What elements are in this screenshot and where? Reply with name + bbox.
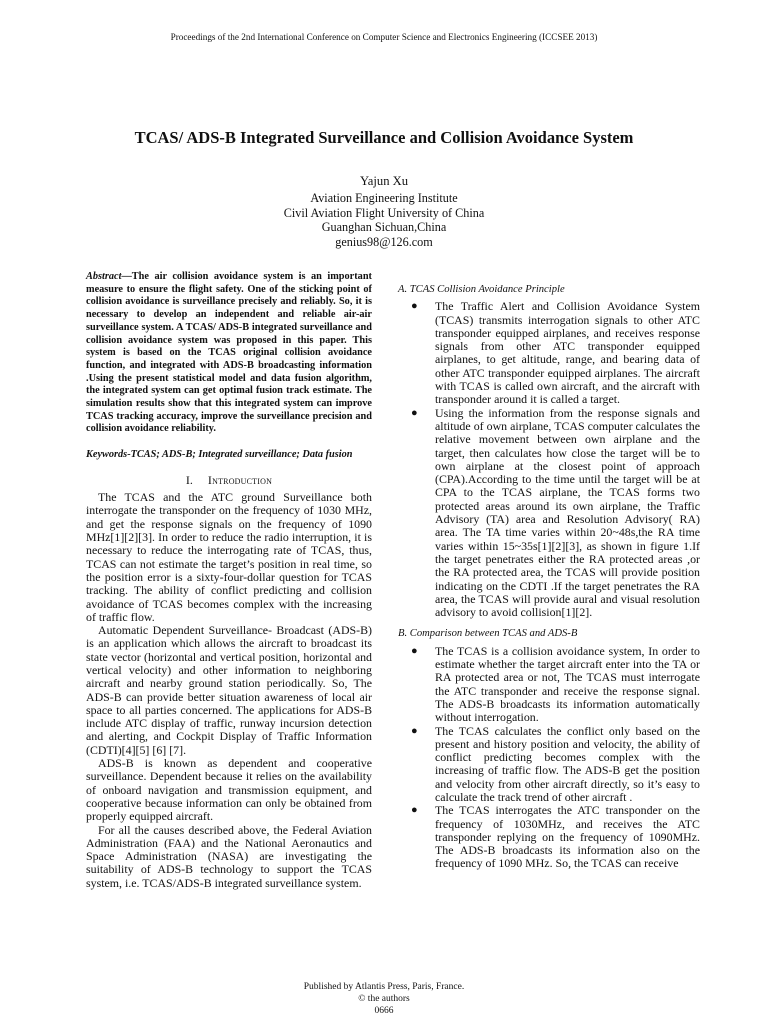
author-email[interactable]: genius98@126.com [335, 234, 433, 249]
bullet-text: The TCAS calculates the conflict only based on the present and history position and velocity, the ability of conflict predicting becomes complex with the increasing of traffic flow. The ADS-B get the position and velocity from other aircraft directly, so it’s easy to calculate the track trend of other aircraft . [435, 723, 700, 804]
list-item [398, 407, 700, 620]
left-column [86, 271, 372, 890]
list-item [398, 804, 700, 870]
bullet-text: The TCAS is a collision avoidance system, In order to estimate whether the target aircraft enter into the TA or RA protected area or not, The TCAS must interrogate the ATC transponder and receive the response signal. The ADS-B broadcasts its information automatically without interrogation. [435, 643, 700, 725]
list-item [398, 725, 700, 805]
author-name: Yajun Xu [359, 174, 409, 188]
bullet-text: The TCAS interrogates the ATC transponder on the frequency of 1030MHz, and receives the ATC transponder replying on the frequency of 1090MHz. The ADS-B broadcasts its information also on the frequency of 1090 MHz. So, the TCAS can receive [435, 803, 700, 871]
proceedings-header: Proceedings of the 2nd International Conference on Computer Science and Electronics Engineering (ICCSEE 2013) [170, 32, 598, 42]
copyright-note: © the authors [358, 994, 410, 1004]
bullet-icon: ● [411, 644, 418, 657]
right-column [398, 283, 700, 871]
publisher-note: Published by Atlantis Press, Paris, France. [303, 982, 465, 992]
bullet-text: Using the information from the response signals and altitude of own airplane, TCAS computer calculates the relative movement between own airplane and the target, then calculates how close the target will be to own airplane at the closest point of approach (CPA).According to the time until the target will be at CPA to the TCAS airplane, the TCAS forms two protected areas around its own airplane, the Traffic Advisory (TA) area and Resolution Advisory( RA) area. The TA time varies within 20~48s,the RA time varies within 15~35s[1][2][3], as shown in figure 1.If the target penetrates either the RA protected areas ,or the RA protected area, the TCAS will provide position indicating on the CDTI .If the target penetrates the RA area, the TCAS will provide aural and visual resolution advisory to avoid collision[1][2]. [435, 405, 700, 620]
list-item [398, 645, 700, 725]
subsection-a-bullets [398, 300, 700, 619]
affiliation-university: Civil Aviation Flight University of China [283, 205, 485, 220]
page-number: 0666 [374, 1006, 394, 1016]
bullet-icon: ● [411, 724, 418, 737]
page-footer [0, 981, 768, 1017]
section-heading-introduction [86, 474, 372, 487]
bullet-icon: ● [411, 406, 418, 419]
subsection-a-heading: A. TCAS Collision Avoidance Principle [398, 284, 565, 295]
abstract-lead: Abstract [86, 271, 122, 282]
paper-title: TCAS/ ADS-B Integrated Surveillance and Collision Avoidance System [134, 128, 634, 147]
subsection-b-heading: B. Comparison between TCAS and ADS-B [398, 628, 578, 640]
affiliation-institute: Aviation Engineering Institute [310, 191, 458, 205]
section-number: I. [185, 472, 193, 487]
intro-paragraph-1: The TCAS and the ATC ground Surveillance both interrogate the transponder on the frequency of 1030 MHz, and get the response signals on the frequency of 1090 MHz[1][2][3]. In order to reduce the radio interruption, it is necessary to reduce the interrogating rate of TCAS, thus, TCAS can not estimate the target’s position in real time, so the position error is a sixty-four-dollar question for TCAS tracking. The ability of conflict predicting and collision avoidance of TCAS becomes complex with the increasing of traffic flow. [86, 490, 372, 624]
intro-paragraph-4: For all the causes described above, the Federal Aviation Administration (FAA) and the National Aeronautics and Space Administration (NASA) are investigating the suitability of ADS-B technology to support the TCAS system, i.e. TCAS/ADS-B integrated surveillance system. [86, 822, 372, 890]
bullet-text: The Traffic Alert and Collision Avoidance System (TCAS) transmits interrogation signals to other ATC transponder equipped airplanes, and receives response signals from other ATC transponder equipped airplanes, to get altitude, range, and bearing data of other ATC transponder equipped airplanes. The aircraft with TCAS is called own aircraft, and the aircraft with transponder around it is called a target. [435, 299, 700, 407]
keywords: Keywords-TCAS; ADS-B; Integrated surveillance; Data fusion [86, 449, 353, 461]
abstract-text: —The air collision avoidance system is an important measure to ensure the flight safety. One of the sticking point of collision avoidance is surveillance precisely and reliably. So, it is necessary to develop an independent and reliable air-air surveillance system. A TCAS/ ADS-B integrated surveillance and collision avoidance system was proposed in this paper. This system is based on the TCAS original collision avoidance function, and integrated with ADS-B broadcasting information .Using the present statistical model and data fusion algorithm, the integrated system can get optimal fusion track estimate. The simulation results show that this integrated system can improve TCAS tracking accuracy, improve the surveillance precision and collision avoidance reliability. [86, 271, 372, 435]
bullet-icon: ● [411, 300, 418, 313]
section-title: Introduction [207, 472, 273, 487]
subsection-b-bullets [398, 645, 700, 871]
abstract [86, 271, 372, 436]
affiliation-location: Guanghan Sichuan,China [321, 220, 447, 235]
intro-paragraph-3: ADS-B is known as dependent and cooperative surveillance. Dependent because it relies on the availability of onboard navigation and transmission equipment, and cooperative because information can only be obtained from properly equipped aircraft. [86, 756, 372, 824]
list-item [398, 300, 700, 406]
intro-paragraph-2: Automatic Dependent Surveillance- Broadcast (ADS-B) is an application which allows the aircraft to broadcast its state vector (horizontal and vertical position, horizontal and vertical velocity) and other information to neighboring aircraft and nearby ground station periodically. So, The ADS-B can provide better situation awareness of local air space to all parties concerned. The applications for ADS-B include ATC display of traffic, runway incursion detection and alerting, and Cockpit Display of Traffic Information (CDTI)[4][5] [6] [7]. [86, 623, 372, 757]
affiliation-block [0, 191, 768, 249]
bullet-icon: ● [411, 804, 418, 817]
